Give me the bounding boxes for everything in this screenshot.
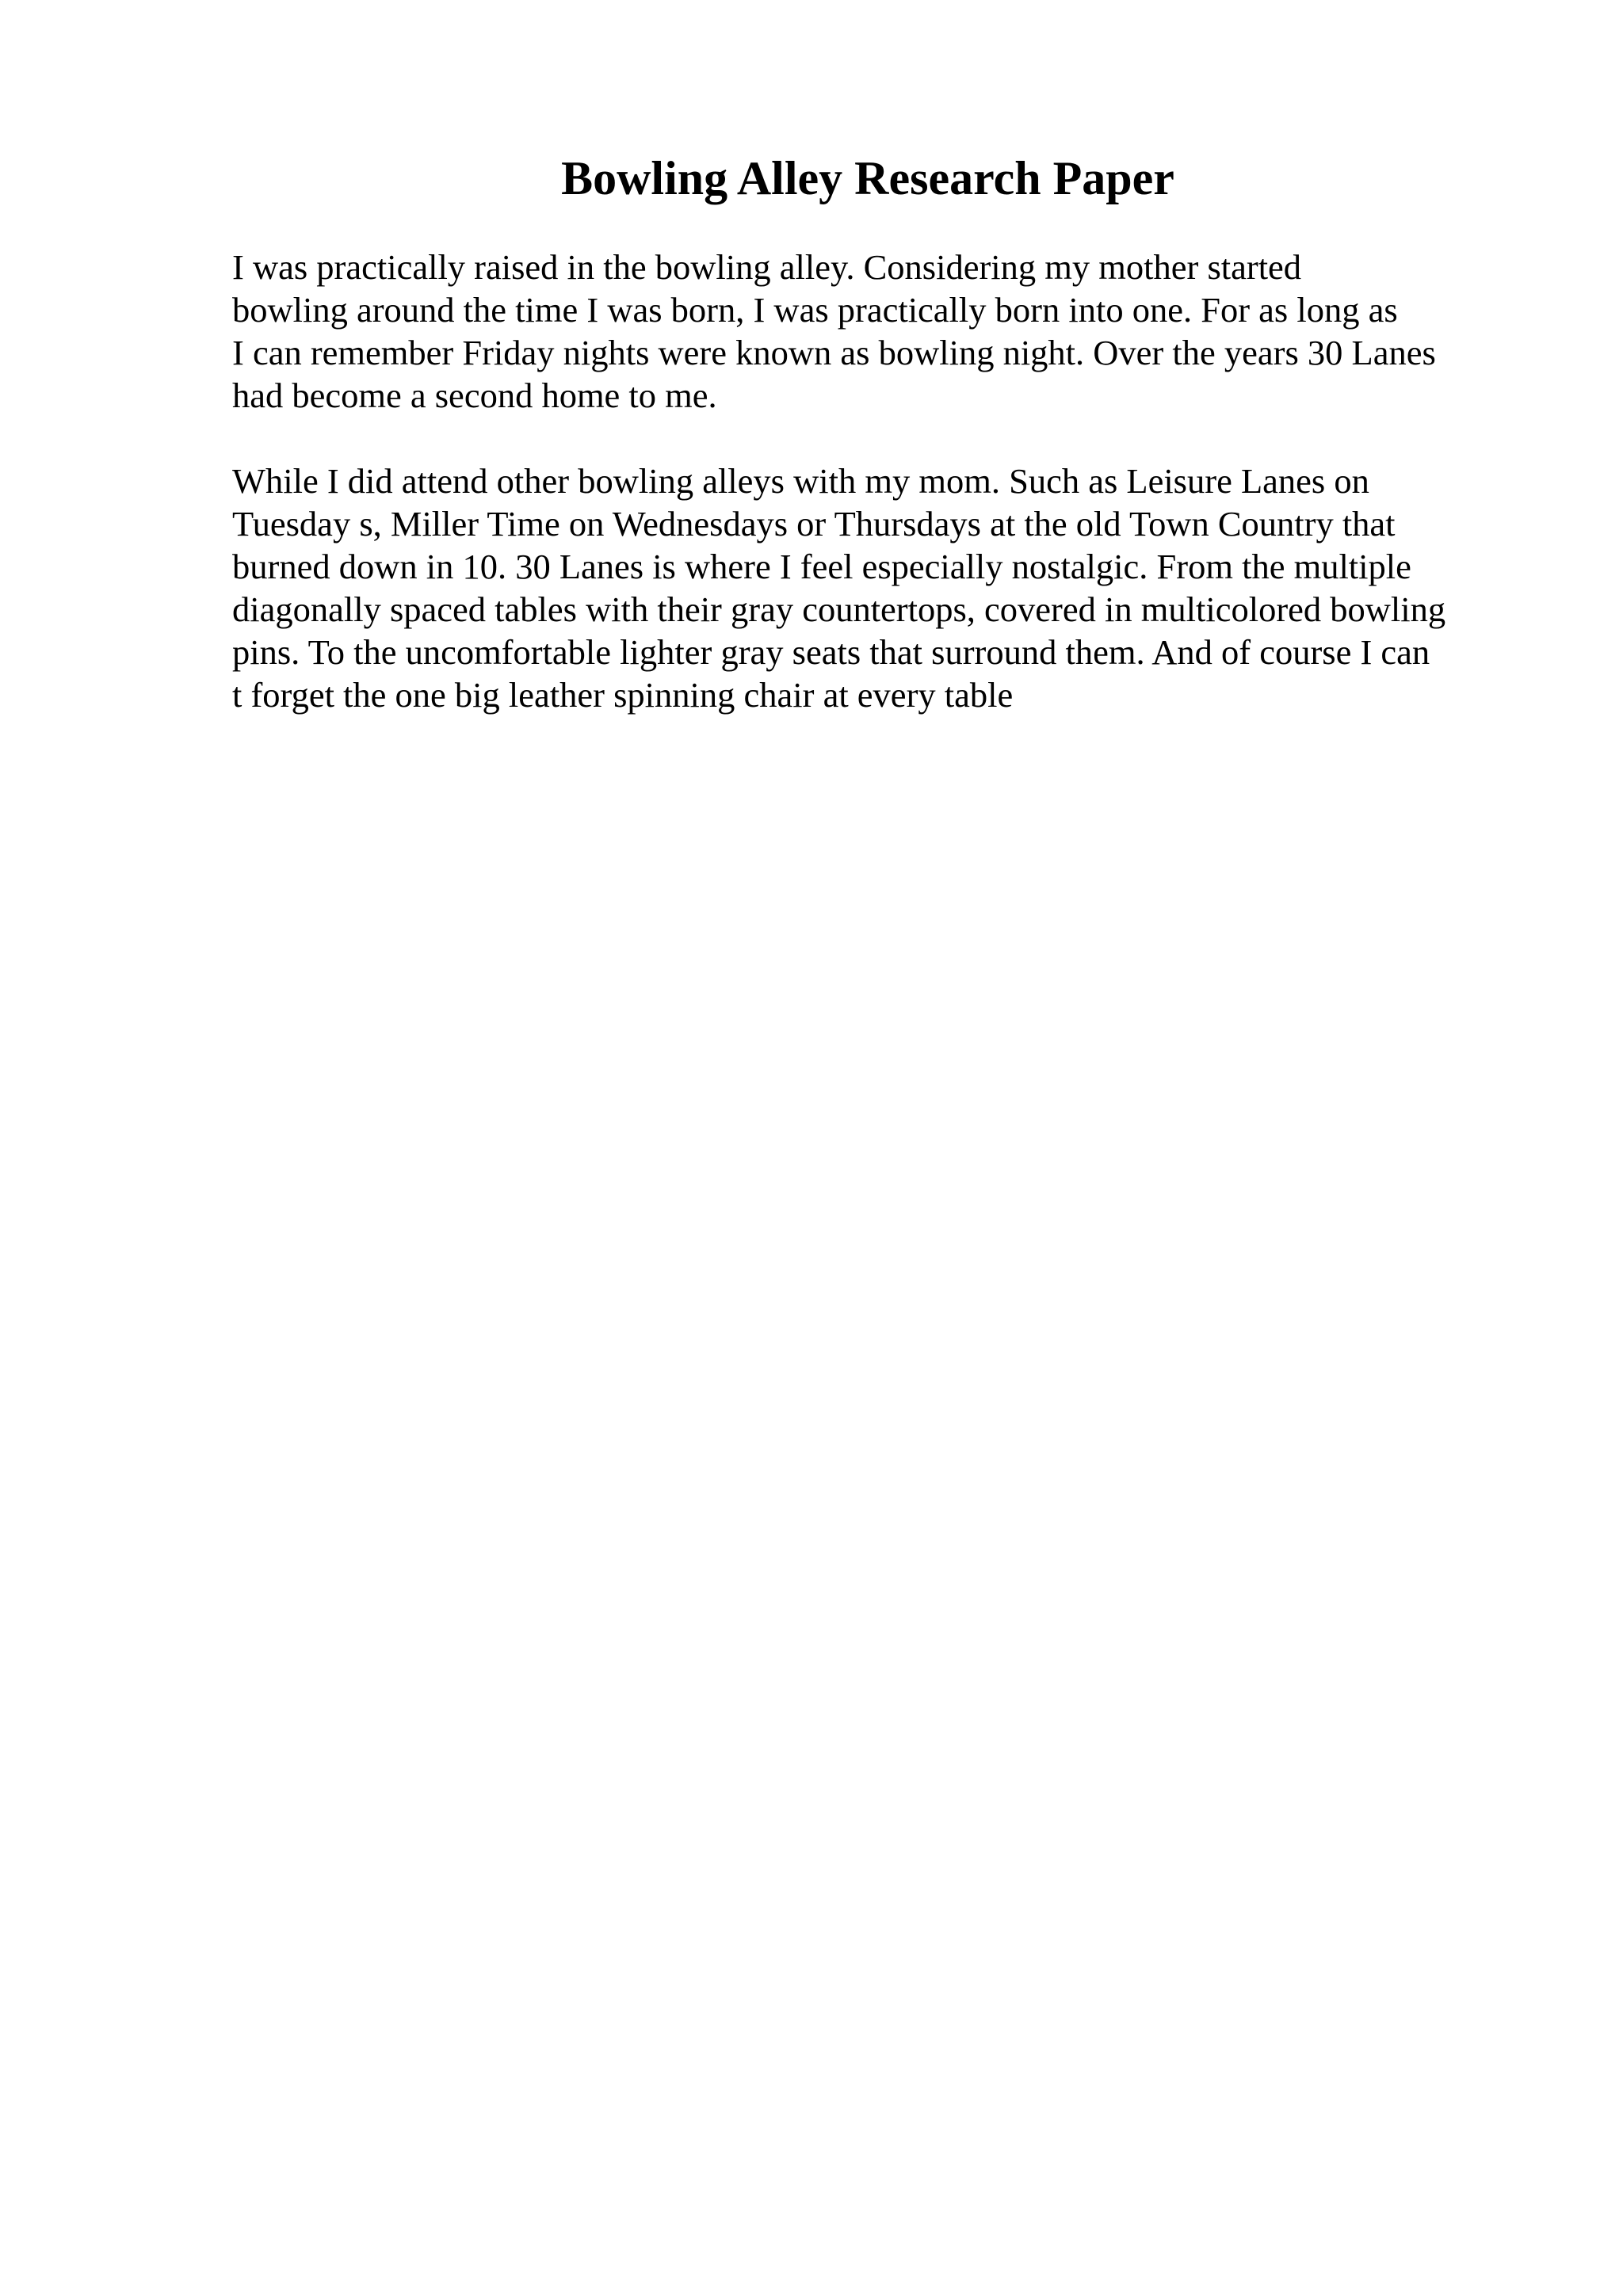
paragraph-line: While I did attend other bowling alleys with my mom. Such as Leisure Lanes on bbox=[232, 461, 1369, 501]
paragraph-line: I can remember Friday nights were known as bowling night. Over the years 30 Lanes bbox=[232, 333, 1436, 372]
document-title: Bowling Alley Research Paper bbox=[561, 152, 1174, 204]
paragraph-line: had become a second home to me. bbox=[232, 376, 717, 415]
paragraph-line: I was practically raised in the bowling alley. Considering my mother started bbox=[232, 247, 1302, 287]
paragraph-line: pins. To the uncomfortable lighter gray seats that surround them. And of course I can bbox=[232, 632, 1430, 672]
paragraph-line: burned down in 10. 30 Lanes is where I feel especially nostalgic. From the multiple bbox=[232, 547, 1411, 586]
paragraph-line: Tuesday s, Miller Time on Wednesdays or Thursdays at the old Town Country that bbox=[232, 504, 1396, 543]
paragraph-line: bowling around the time I was born, I was practically born into one. For as long as bbox=[232, 290, 1398, 330]
paragraph-line: t forget the one big leather spinning chair at every table bbox=[232, 675, 1014, 715]
paragraph-line: diagonally spaced tables with their gray countertops, covered in multicolored bowling bbox=[232, 589, 1446, 629]
paragraph-2 bbox=[232, 460, 1579, 716]
paragraph-1 bbox=[232, 246, 1579, 417]
